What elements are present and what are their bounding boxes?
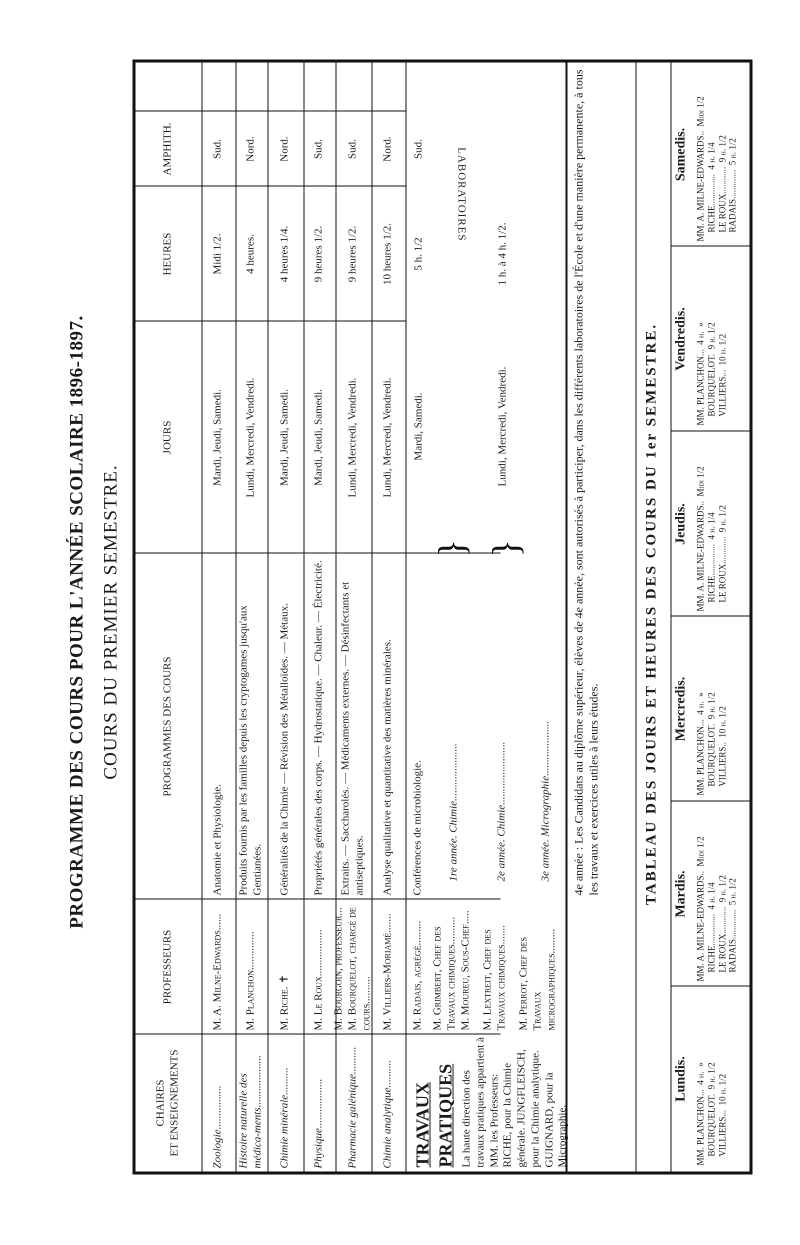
schedule-jeudi: MM. A. MILNE-EDWARDS.. Midi 1/2 RICHE.............. 4 h. 1/4 LE ROUX............ 9 h. 1/2 <box>695 466 727 612</box>
amphi-chimie-analytique: Nord. <box>381 136 394 162</box>
heures-zoologie: Midi 1/2. <box>211 233 224 275</box>
brace-glyph: } <box>431 539 473 558</box>
heures-chimie-minerale: 4 heures 1/4. <box>278 225 291 283</box>
page-title: PROGRAMME DES COURS POUR L'ANNÉE SCOLAIRE 1896-1897. <box>66 315 87 929</box>
header-amphi: AMPHITH. <box>161 122 174 176</box>
programme-physique: Propriétés générales des corps. — Hydrostatique. — Chaleur. — Électricité. <box>312 560 325 896</box>
jours-chimie-analytique: Lundi, Mercredi, Vendredi. <box>381 377 394 498</box>
header-chaires: CHAIRES ET ENSEIGNEMENTS <box>154 1049 180 1157</box>
tableau-title: TABLEAU DES JOURS ET HEURES DES COURS DU 1er SEMESTRE. <box>643 322 659 906</box>
jours-chimie-minerale: Mardi, Jeudi, Samedi. <box>278 389 291 486</box>
tp-annee-4: 4e année : Les Candidats au diplôme supérieur, élèves de 4e année, sont autorisés à participer, dans les différents laboratoires de l'École et d'une manière permanente, à tous les travaux et exercices utiles à leurs études. <box>571 69 600 896</box>
tp-annee-2: 2e année. Chimie....................... <box>495 741 507 882</box>
chaire-histoire-naturelle: Histoire naturelle des médica-ments................... <box>237 1055 263 1169</box>
schedule-lundi: MM. PLANCHON... 4 h. » BOURQUELOT. 9 h. 1/2 VILLIERS... 10 h. 1/2 <box>695 1062 727 1166</box>
prof-milne-edwards: M. A. Milne-Edwards...... <box>211 913 224 1031</box>
prof-riche: M. Riche. ✝ <box>278 974 291 1031</box>
prof-bourgoin-bourquelot: M. Bourgoin, professeur... M. Bourquelot, chargé de cours.......... <box>332 907 372 1031</box>
chaire-chimie-analytique: Chimie analytique.......... <box>381 1060 394 1169</box>
jours-pharmacie-galenique: Lundi, Mercredi, Vendredi. <box>346 377 359 498</box>
tp-jours-2: Lundi, Mercredi, Vendredi. <box>496 366 509 487</box>
amphi-pharmacie-galenique: Sud. <box>346 139 359 159</box>
tp-prof-radais: M. Radais, agrégé......... <box>411 920 423 1031</box>
tp-prof-lextreit: M. Lextreit, Chef des Travaux chimiques....... <box>481 925 507 1031</box>
page-subtitle: COURS DU PREMIER SEMESTRE. <box>100 464 121 780</box>
amphi-zoologie: Sud. <box>211 139 224 159</box>
travaux-pratiques-title: TRAVAUX PRATIQUES <box>412 1063 455 1168</box>
schedule-mardi: MM. A. MILNE-EDWARDS.. Midi 1/2 RICHE.............. 4 h. 1/4 LE ROUX............ 9 h. 1/2 RADAIS............. 5 h. 1/2 <box>695 836 738 982</box>
day-mardi: Mardis. <box>673 870 688 918</box>
jours-zoologie: Mardi, Jeudi, Samedi. <box>211 389 224 486</box>
amphi-chimie-minerale: Nord. <box>278 136 291 162</box>
day-jeudi: Jeudis. <box>673 503 688 545</box>
header-jours: JOURS <box>161 420 174 455</box>
tp-conferences: Conférences de microbiologie. <box>411 760 423 896</box>
tp-prof-grimbert-moureu: M. Grimbert, Chef des Travaux chimiques.......... M. Moureu, Sous-Chef..... <box>431 910 471 1031</box>
chaire-zoologie: Zoologie................ <box>211 1085 224 1169</box>
programme-chimie-analytique: Analyse qualitative et quantitative des matières minérales. <box>381 639 394 896</box>
travaux-pratiques-text: La haute direction des travaux pratiques appartient à MM. les Professeurs: RICHE, pour la Chimie générale. JUNGFLEISCH, pour la Chimie analytique. GUIGNARD, pour la Micrographie. <box>460 1037 569 1168</box>
programme-pharmacie-galenique: Extraits. — Saccharolés. — Médicaments externes. — Désinfectants et antiseptiques. <box>339 581 365 896</box>
heures-chimie-analytique: 10 heures 1/2. <box>381 223 394 286</box>
prof-le-roux: M. Le Roux................. <box>312 929 325 1031</box>
chaire-physique: Physique.................. <box>312 1078 325 1169</box>
day-samedi: Samedis. <box>673 127 688 182</box>
schedule-vendredi: MM. PLANCHON... 4 h. » BOURQUELOT. 9 h. 1/2 VILLIERS... 10 h. 1/2 <box>695 322 727 426</box>
tp-amphi-1: Sud. <box>412 139 425 159</box>
header-heures: HEURES <box>161 232 174 276</box>
brace-glyph: } <box>485 539 527 558</box>
tp-heures-1: 5 h. 1/2 <box>412 237 425 271</box>
programme-histoire-naturelle: Produits fournis par les familles depuis les cryptogames jusqu'aux Gentianées. <box>237 605 263 896</box>
tp-prof-perrot: M. Perrot, Chef des Travaux micrographiques......... <box>517 928 557 1031</box>
amphi-physique: Sud. <box>312 139 325 159</box>
jours-physique: Mardi, Jeudi, Samedi. <box>312 389 325 486</box>
prof-villiers-moriame: M. Villiers-Moriamé....... <box>381 913 394 1031</box>
main-table <box>132 60 752 1175</box>
heures-physique: 9 heures 1/2. <box>312 225 325 283</box>
programme-zoologie: Anatomie et Physiologie. <box>211 783 224 896</box>
amphi-histoire-naturelle: Nord. <box>244 136 257 162</box>
heures-histoire-naturelle: 4 heures. <box>244 234 257 274</box>
tp-annee-3: 3e année. Micrographie.................... <box>539 720 551 882</box>
tp-annee-1: 1re année. Chimie..................... <box>447 743 459 882</box>
chaire-chimie-minerale: Chimie minérale.......... <box>278 1067 291 1169</box>
schedule-mercredi: MM. PLANCHON... 4 h. » BOURQUELOT. 9 h. 1/2 VILLIERS.. 10 h. 1/2 <box>695 692 727 796</box>
jours-histoire-naturelle: Lundi, Mercredi, Vendredi. <box>244 377 257 498</box>
prof-planchon: M. Planchon.............. <box>244 931 257 1031</box>
chaire-pharmacie-galenique: Pharmacie galénique.......... <box>346 1046 359 1169</box>
heures-pharmacie-galenique: 9 heures 1/2. <box>346 225 359 283</box>
travaux-pratiques-block <box>411 1036 569 1168</box>
laboratoires-label: LABORATOIRES <box>455 147 467 242</box>
day-lundi: Lundis. <box>673 1056 688 1102</box>
schedule-samedi: MM. A. MILNE-EDWARDS.. Midi 1/2 RICHE.............. 4 h. 1/4 LE ROUX............ 9 h. 1/2 RADAIS............. 5 h. 1/2 <box>695 96 738 242</box>
header-professeurs: PROFESSEURS <box>161 929 174 1005</box>
day-vendredi: Vendredis. <box>673 307 688 371</box>
programme-chimie-minerale: Généralités de la Chimie — Révision des Métalloïdes. — Métaux. <box>278 603 291 896</box>
tp-heures-2: 1 h. à 4 h. 1/2. <box>496 222 509 286</box>
day-mercredi: Mercredis. <box>673 676 688 742</box>
tp-jours-1: Mardi, Samedi. <box>412 392 425 461</box>
header-programmes: PROGRAMMES DES COURS <box>161 656 174 797</box>
